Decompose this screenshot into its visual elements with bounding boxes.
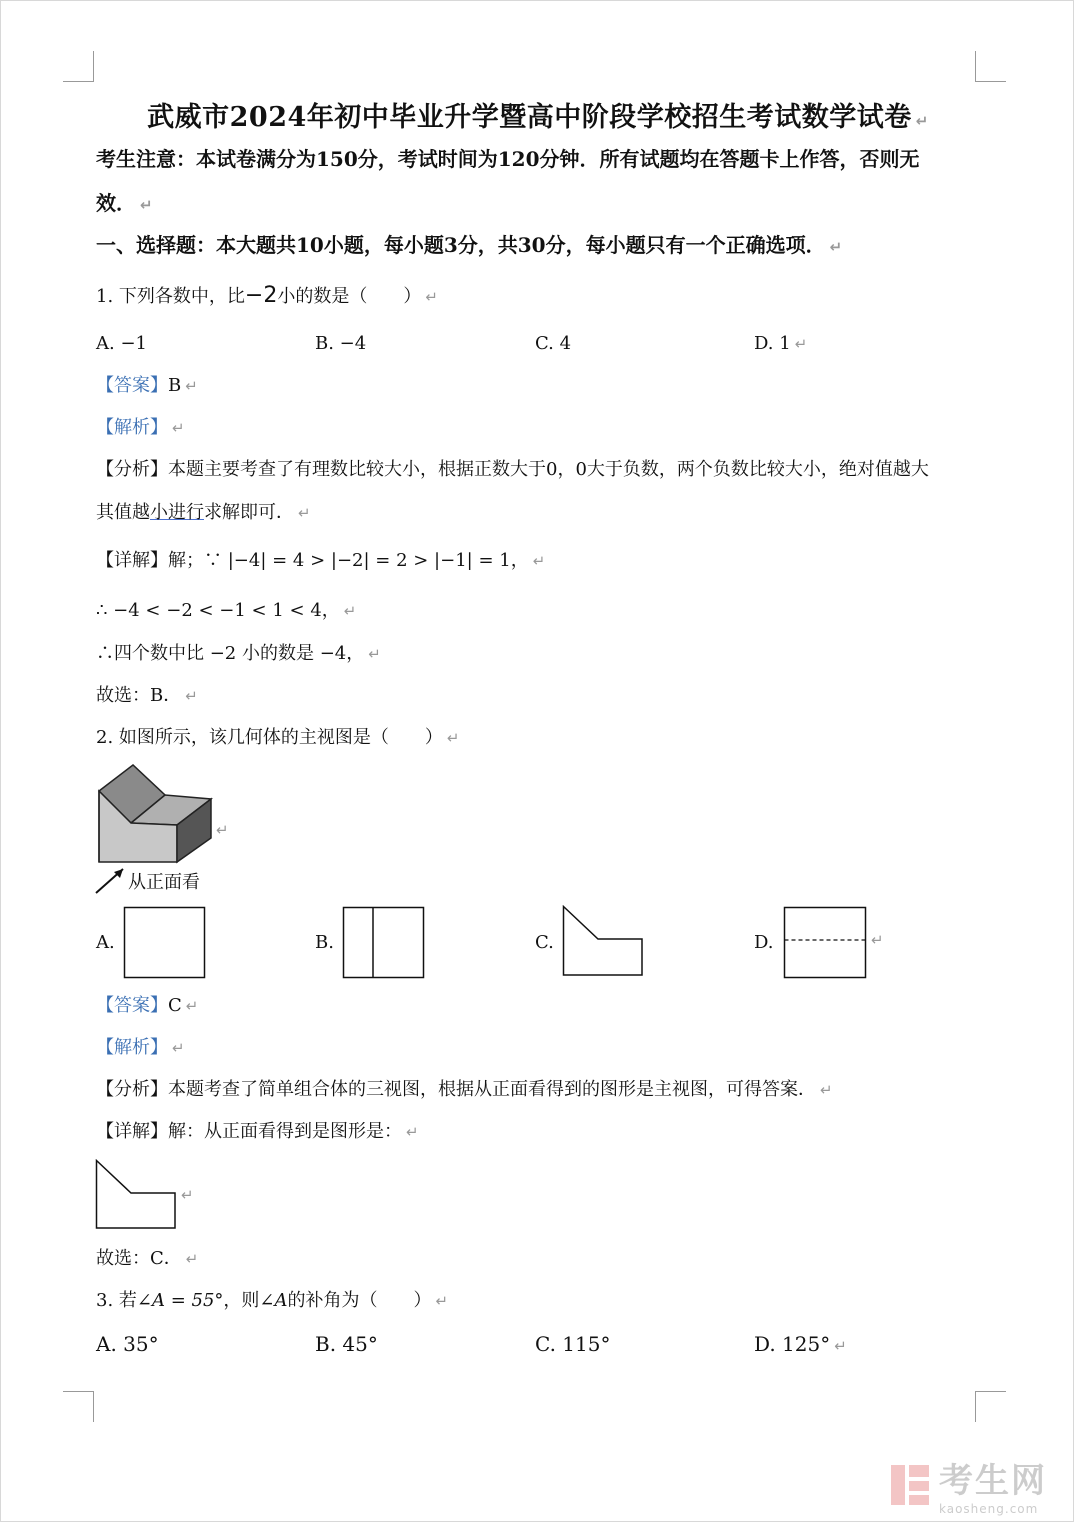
q1-detail-line-2: ∴ −4 < −2 < −1 < 1 < 4， ↵ xyxy=(96,600,357,621)
q3-option-b: B. 45° xyxy=(315,1332,378,1356)
q1-stem: 1. 下列各数中，比−2小的数是（ ） ↵ xyxy=(96,283,438,308)
crop-mark-bottom-right xyxy=(975,1391,1006,1422)
q2-answer: 【答案】C ↵ xyxy=(96,995,199,1016)
q2-option-d-label: D. xyxy=(754,932,774,953)
q2-figure-return-mark: ↵ xyxy=(216,821,229,839)
q1-analysis-tag: 【解析】 ↵ xyxy=(96,417,185,438)
q1-conclusion: 故选：B． ↵ xyxy=(96,685,198,706)
q2-view-label: 从正面看 xyxy=(128,872,200,893)
q1-detail-line-3: ∴四个数中比 −2 小的数是 −4， ↵ xyxy=(96,643,381,664)
q1-option-d: D. 1 ↵ xyxy=(754,333,808,354)
exam-title: 武威市2024年初中毕业升学暨高中阶段学校招生考试数学试卷 ↵ xyxy=(147,102,929,133)
notice-line-2: 效． ↵ xyxy=(96,191,153,215)
watermark-brand: 考生网 xyxy=(939,1461,1047,1501)
q3-stem: 3. 若∠A = 55°，则∠A的补角为（ ） ↵ xyxy=(96,1290,449,1311)
crop-mark-bottom-left xyxy=(63,1391,94,1422)
watermark xyxy=(889,1453,1047,1516)
q1-option-c: C. 4 xyxy=(535,333,572,354)
q3-option-c: C. 115° xyxy=(535,1332,611,1356)
q3-option-a: A. 35° xyxy=(96,1332,159,1356)
q2-conclusion: 故选：C． ↵ xyxy=(96,1248,199,1269)
q2-analysis-tag: 【解析】 ↵ xyxy=(96,1037,185,1058)
watermark-domain: kaosheng.com xyxy=(939,1502,1039,1516)
q2-option-a-figure xyxy=(123,906,207,980)
q2-option-c-figure xyxy=(562,905,646,979)
crop-mark-top-left xyxy=(63,51,94,82)
q1-detail-line-1: 【详解】解；∵ |−4| = 4 > |−2| = 2 > |−1| = 1， ↵ xyxy=(96,550,546,571)
q2-option-b-label: B. xyxy=(315,932,334,953)
crop-mark-top-right xyxy=(975,51,1006,82)
q1-fenxi-line-1: 【分析】本题主要考查了有理数比较大小，根据正数大于0，0大于负数，两个负数比较大小，绝对值越大 xyxy=(96,459,929,480)
q2-detail: 【详解】解：从正面看得到是图形是： ↵ xyxy=(96,1121,419,1142)
q2-detail-figure-return-mark: ↵ xyxy=(181,1186,194,1204)
q1-option-a: A. −1 xyxy=(96,333,147,354)
q2-stem: 2. 如图所示，该几何体的主视图是（ ） ↵ xyxy=(96,727,460,748)
section-1-heading: 一、选择题：本大题共10小题，每小题3分，共30分，每小题只有一个正确选项． ↵ xyxy=(96,233,843,257)
q2-options-return-mark: ↵ xyxy=(871,931,884,949)
q2-option-d-figure xyxy=(783,906,869,980)
q1-option-b: B. −4 xyxy=(315,333,367,354)
q3-option-d: D. 125° ↵ xyxy=(754,1332,847,1356)
watermark-logo-icon xyxy=(889,1461,933,1509)
notice-line-1: 考生注意：本试卷满分为150分，考试时间为120分钟．所有试题均在答题卡上作答，否则无 xyxy=(96,147,920,171)
q2-option-c-label: C. xyxy=(535,932,554,953)
q2-fenxi: 【分析】本题考查了简单组合体的三视图，根据从正面看得到的图形是主视图，可得答案． ↵ xyxy=(96,1079,833,1100)
q1-answer: 【答案】B ↵ xyxy=(96,375,198,396)
q1-fenxi-line-2: 其值越小进行求解即可． ↵ xyxy=(96,502,311,523)
q2-option-b-figure xyxy=(342,906,426,980)
q2-option-a-label: A. xyxy=(96,932,115,953)
q2-detail-figure xyxy=(95,1159,179,1231)
